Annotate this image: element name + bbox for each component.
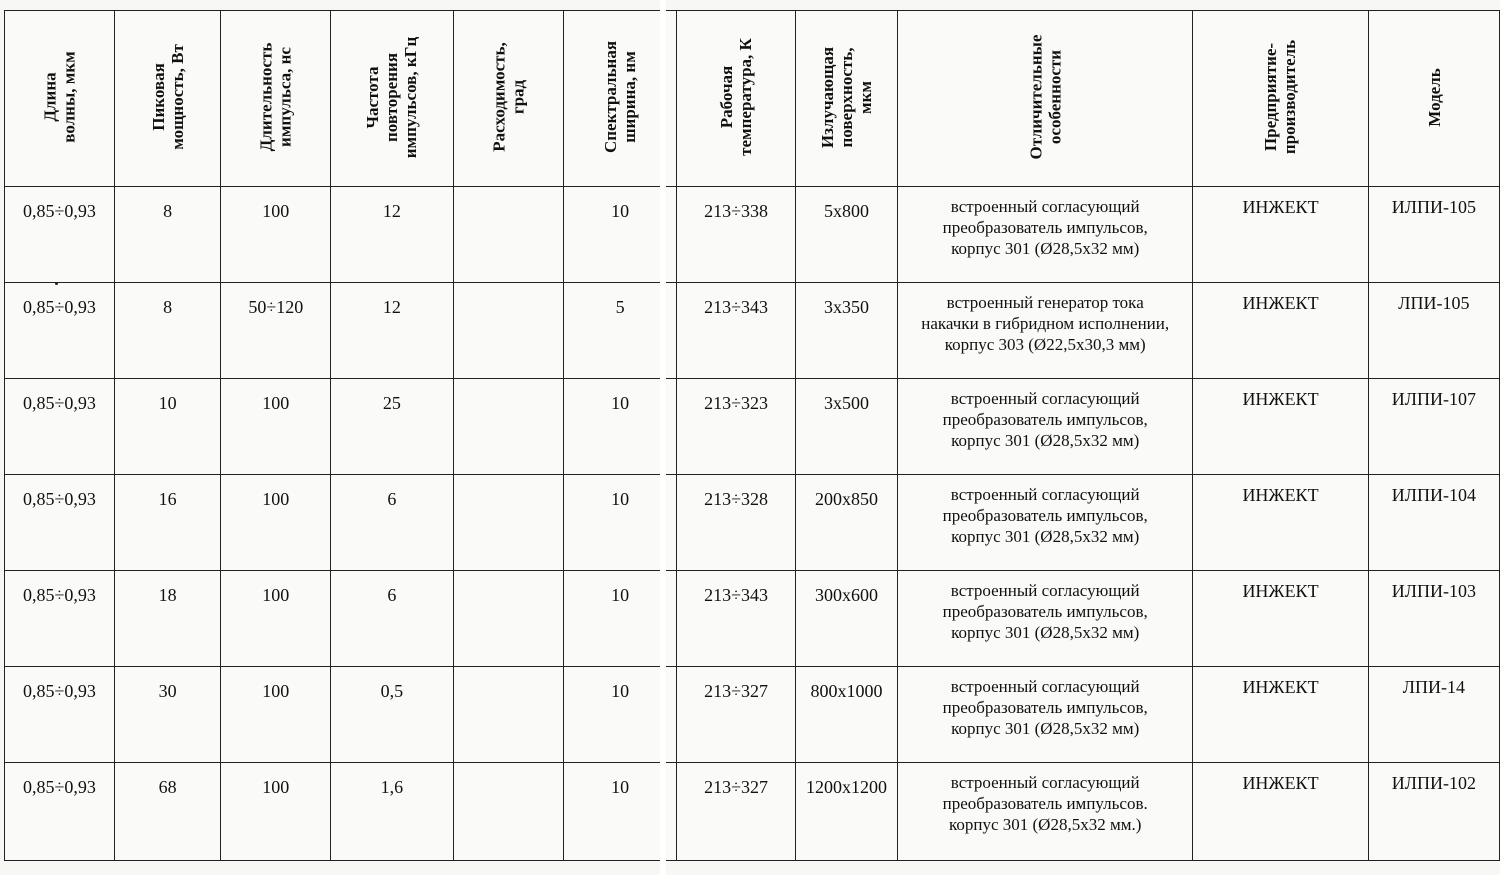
table-row [5, 571, 1500, 667]
table-row [5, 475, 1500, 571]
col-header-operating-temp [677, 11, 796, 187]
col-header-manufacturer [1193, 11, 1368, 187]
cell-operating-temp: 213÷327 [677, 667, 796, 763]
cell-manufacturer: ИНЖЕКТ [1193, 571, 1368, 667]
table-row [5, 187, 1500, 283]
cell-model: ИЛПИ-102 [1368, 763, 1499, 861]
cell-manufacturer: ИНЖЕКТ [1193, 475, 1368, 571]
cell-manufacturer: ИНЖЕКТ [1193, 187, 1368, 283]
cell-divergence [453, 283, 563, 379]
cell-operating-temp: 213÷327 [677, 763, 796, 861]
cell-model: ИЛПИ-103 [1368, 571, 1499, 667]
cell-wavelength: 0,85÷0,93 [5, 571, 115, 667]
cell-peak-power: 8 [114, 187, 221, 283]
cell-features: встроенный согласующий преобразователь импульсов. корпус 301 (Ø28,5x32 мм.) [898, 763, 1193, 861]
cell-repetition-rate: 25 [331, 379, 453, 475]
cell-repetition-rate: 0,5 [331, 667, 453, 763]
cell-repetition-rate: 6 [331, 475, 453, 571]
cell-manufacturer: ИНЖЕКТ [1193, 379, 1368, 475]
cell-emitting-surface: 200x850 [795, 475, 897, 571]
cell-model: ИЛПИ-105 [1368, 187, 1499, 283]
col-header-model [1368, 11, 1499, 187]
cell-manufacturer: ИНЖЕКТ [1193, 283, 1368, 379]
cell-features: встроенный согласующий преобразователь импульсов, корпус 301 (Ø28,5x32 мм) [898, 571, 1193, 667]
cell-repetition-rate: 1,6 [331, 763, 453, 861]
col-header-label: Расходимость, град [489, 42, 528, 152]
col-header-label: Предприятие- производитель [1261, 39, 1300, 155]
col-header-label: Рабочая температура, К [717, 38, 756, 156]
cell-model: ИЛПИ-104 [1368, 475, 1499, 571]
cell-wavelength: 0,85÷0,93 [5, 475, 115, 571]
cell-wavelength: 0,85÷0,93 [5, 667, 115, 763]
cell-peak-power: 30 [114, 667, 221, 763]
table-row [5, 283, 1500, 379]
col-header-label: Спектральная ширина, нм [601, 40, 640, 154]
col-header-features [898, 11, 1193, 187]
cell-repetition-rate: 12 [331, 187, 453, 283]
cell-peak-power: 8 [114, 283, 221, 379]
cell-features: встроенный согласующий преобразователь импульсов, корпус 301 (Ø28,5x32 мм) [898, 475, 1193, 571]
cell-pulse-duration: 50÷120 [221, 283, 331, 379]
cell-spectral-width: 10 [564, 187, 677, 283]
cell-operating-temp: 213÷323 [677, 379, 796, 475]
cell-manufacturer: ИНЖЕКТ [1193, 763, 1368, 861]
cell-spectral-width: 5 [564, 283, 677, 379]
cell-features: встроенный согласующий преобразователь импульсов, корпус 301 (Ø28,5x32 мм) [898, 379, 1193, 475]
cell-model: ИЛПИ-107 [1368, 379, 1499, 475]
cell-divergence [453, 379, 563, 475]
cell-operating-temp: 213÷343 [677, 571, 796, 667]
cell-peak-power: 68 [114, 763, 221, 861]
col-header-emitting-surface [795, 11, 897, 187]
ink-dot [55, 282, 58, 285]
cell-emitting-surface: 800x1000 [795, 667, 897, 763]
col-header-wavelength [5, 11, 115, 187]
cell-emitting-surface: 3x500 [795, 379, 897, 475]
cell-pulse-duration: 100 [221, 667, 331, 763]
col-header-label: Пиковая мощность, Вт [148, 44, 187, 150]
cell-divergence [453, 763, 563, 861]
page-fold-divider [660, 0, 666, 875]
cell-pulse-duration: 100 [221, 571, 331, 667]
col-header-label: Длина волны, мкм [40, 51, 79, 143]
col-header-label: Модель [1424, 67, 1444, 127]
cell-divergence [453, 571, 563, 667]
cell-emitting-surface: 3x350 [795, 283, 897, 379]
header-row [5, 11, 1500, 187]
cell-pulse-duration: 100 [221, 379, 331, 475]
cell-wavelength: 0,85÷0,93 [5, 283, 115, 379]
cell-wavelength: 0,85÷0,93 [5, 379, 115, 475]
col-header-label: Длительность импульса, нс [256, 42, 295, 152]
col-header-pulse-duration [221, 11, 331, 187]
cell-features: встроенный согласующий преобразователь импульсов, корпус 301 (Ø28,5x32 мм) [898, 667, 1193, 763]
cell-features: встроенный генератор тока накачки в гибридном исполнении, корпус 303 (Ø22,5x30,3 мм) [898, 283, 1193, 379]
col-header-label: Частота повторения импульсов, кГц [363, 36, 421, 158]
cell-spectral-width: 10 [564, 763, 677, 861]
cell-emitting-surface: 5x800 [795, 187, 897, 283]
table-row [5, 379, 1500, 475]
cell-emitting-surface: 1200x1200 [795, 763, 897, 861]
cell-divergence [453, 475, 563, 571]
cell-spectral-width: 10 [564, 667, 677, 763]
cell-peak-power: 16 [114, 475, 221, 571]
cell-operating-temp: 213÷328 [677, 475, 796, 571]
col-header-divergence [453, 11, 563, 187]
table-row [5, 763, 1500, 861]
table-row [5, 667, 1500, 763]
cell-model: ЛПИ-105 [1368, 283, 1499, 379]
col-header-repetition-rate [331, 11, 453, 187]
cell-repetition-rate: 6 [331, 571, 453, 667]
cell-emitting-surface: 300x600 [795, 571, 897, 667]
col-header-label: Излучающая поверхность, мкм [818, 46, 876, 148]
cell-manufacturer: ИНЖЕКТ [1193, 667, 1368, 763]
cell-peak-power: 10 [114, 379, 221, 475]
cell-model: ЛПИ-14 [1368, 667, 1499, 763]
laser-spec-table [4, 10, 1500, 861]
cell-pulse-duration: 100 [221, 475, 331, 571]
cell-wavelength: 0,85÷0,93 [5, 763, 115, 861]
cell-pulse-duration: 100 [221, 187, 331, 283]
cell-operating-temp: 213÷343 [677, 283, 796, 379]
cell-wavelength: 0,85÷0,93 [5, 187, 115, 283]
cell-spectral-width: 10 [564, 571, 677, 667]
table-body [5, 187, 1500, 861]
cell-divergence [453, 187, 563, 283]
cell-features: встроенный согласующий преобразователь импульсов, корпус 301 (Ø28,5x32 мм) [898, 187, 1193, 283]
cell-pulse-duration: 100 [221, 763, 331, 861]
cell-peak-power: 18 [114, 571, 221, 667]
cell-spectral-width: 10 [564, 379, 677, 475]
cell-spectral-width: 10 [564, 475, 677, 571]
cell-repetition-rate: 12 [331, 283, 453, 379]
col-header-label: Отличительные особенности [1026, 34, 1065, 160]
cell-divergence [453, 667, 563, 763]
cell-operating-temp: 213÷338 [677, 187, 796, 283]
col-header-peak-power [114, 11, 221, 187]
